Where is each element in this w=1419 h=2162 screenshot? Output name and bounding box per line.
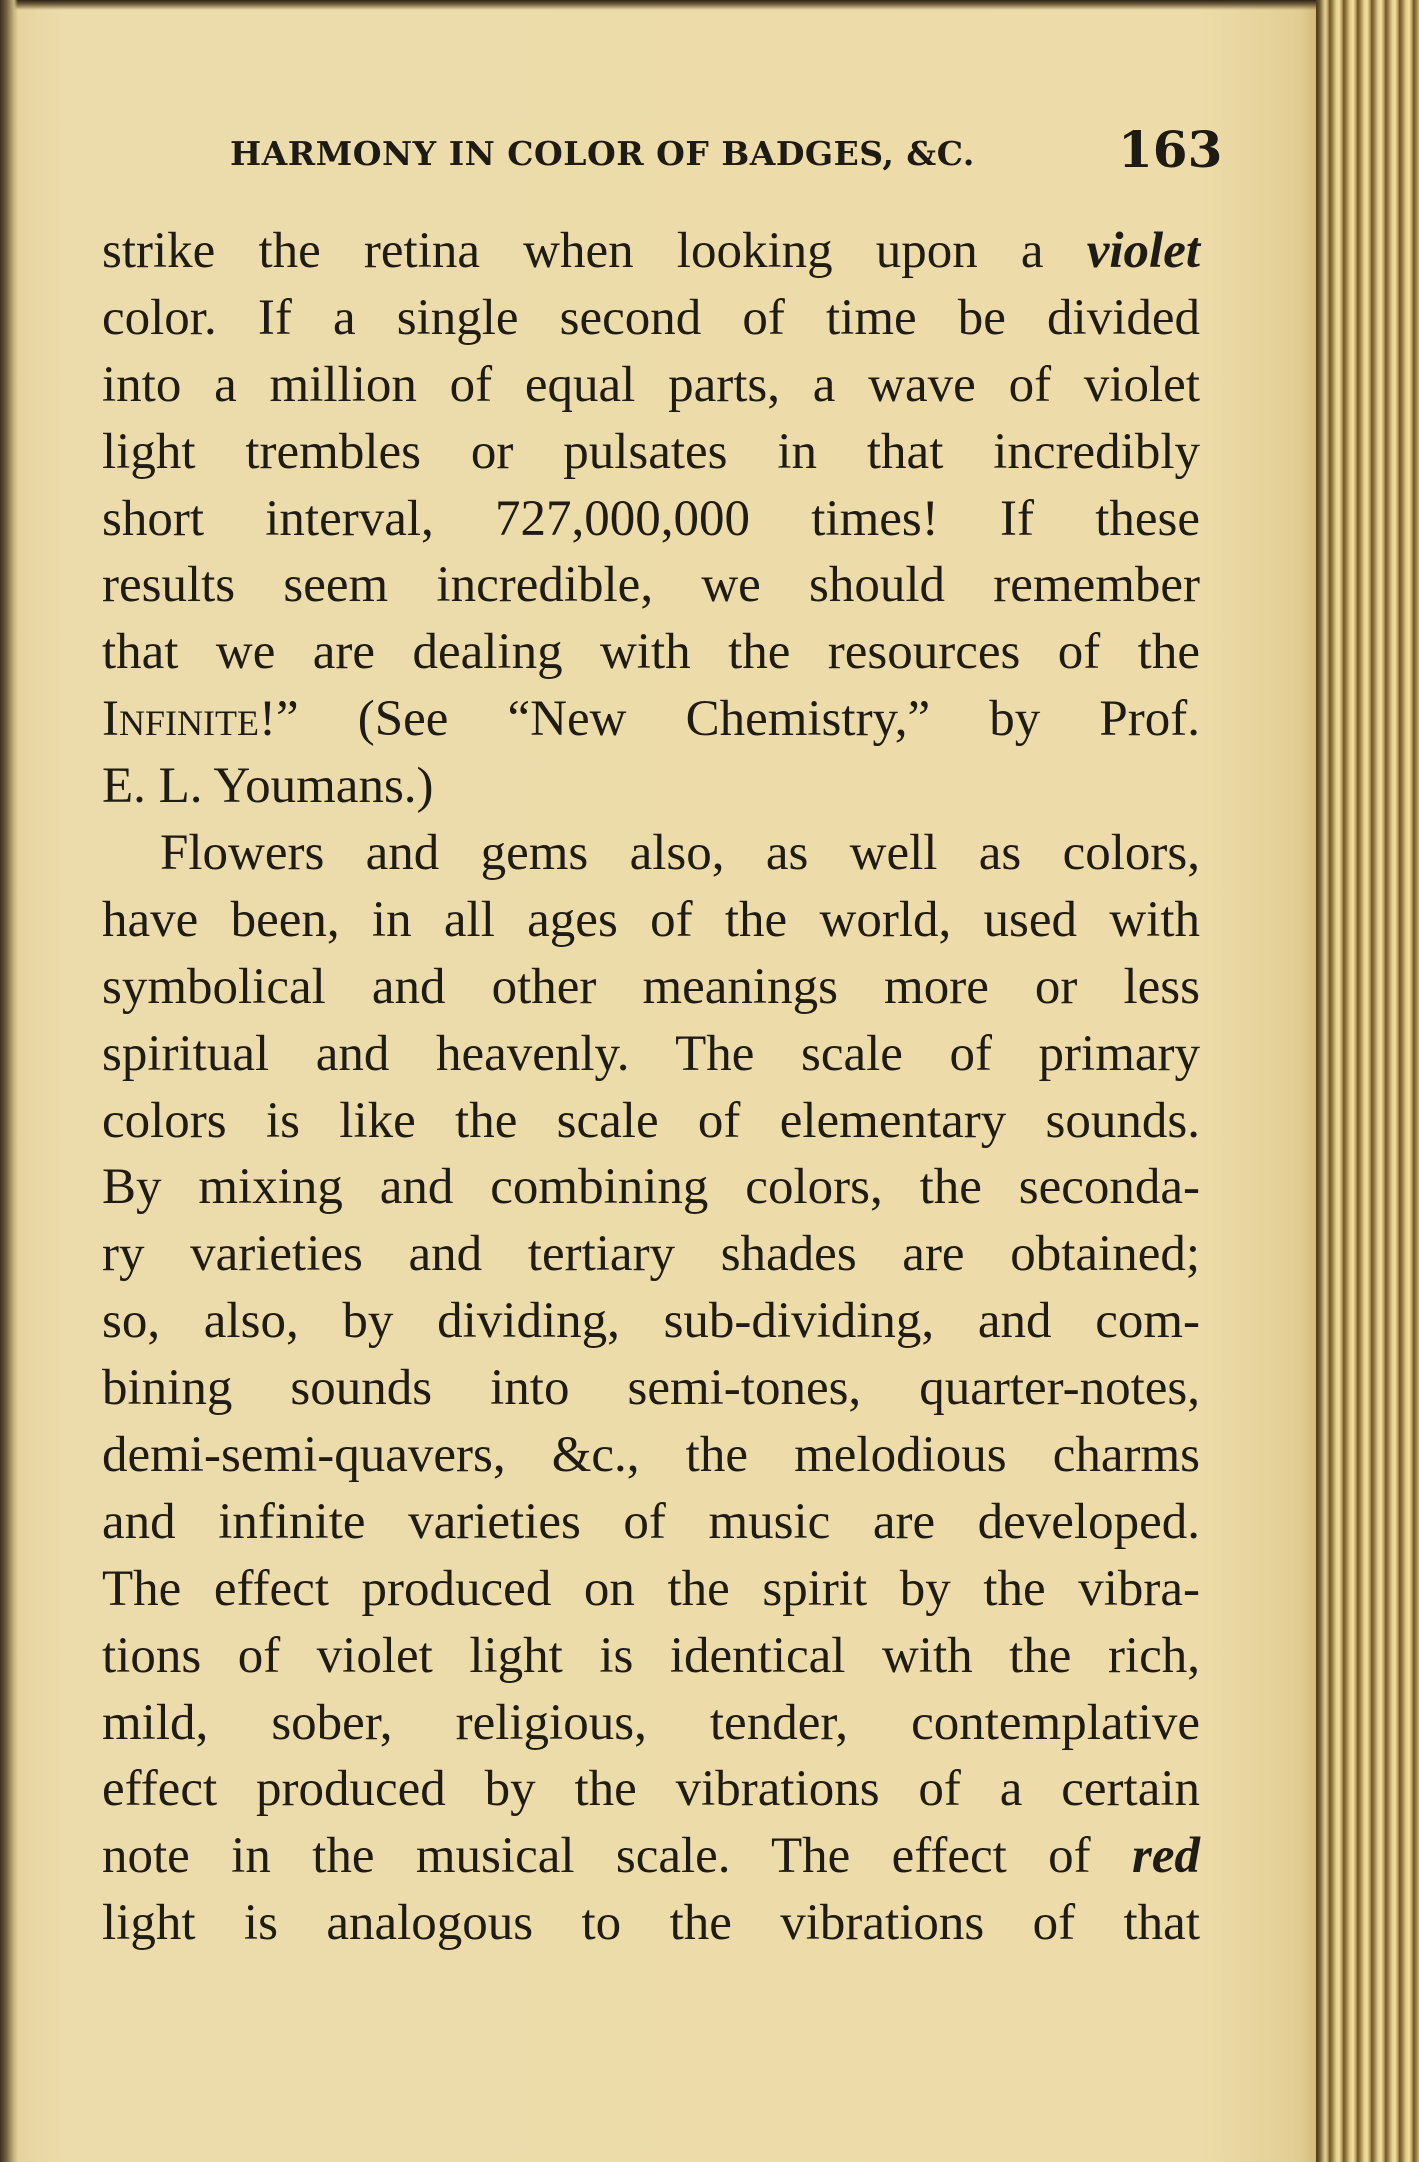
top-shadow	[0, 0, 1419, 10]
text-line: By mixing and combining colors, the seconda-	[102, 1159, 1200, 1216]
text-line: that we are dealing with the resources of the	[102, 624, 1200, 681]
text-line: strike the retina when looking upon a violet	[102, 223, 1200, 279]
page-number: 163	[1118, 120, 1223, 179]
running-head	[230, 118, 1230, 188]
text-line: spiritual and heavenly. The scale of primary	[102, 1025, 1200, 1082]
text-line: light trembles or pulsates in that incredibly	[102, 423, 1200, 480]
paragraph-first-line: Flowers and gems also, as well as colors,	[160, 825, 1200, 882]
text-line: E. L. Youmans.)	[102, 758, 434, 815]
text-line: colors is like the scale of elementary sounds.	[102, 1092, 1200, 1149]
text-line: ry varieties and tertiary shades are obtained;	[102, 1226, 1200, 1283]
text-line: symbolical and other meanings more or less	[102, 958, 1200, 1015]
text-line: effect produced by the vibrations of a certain	[102, 1761, 1200, 1818]
text-line: light is analogous to the vibrations of that	[102, 1895, 1200, 1952]
text-line: have been, in all ages of the world, used with	[102, 891, 1200, 948]
italic-word: violet	[1086, 223, 1200, 279]
text-line: short interval, 727,000,000 times! If these	[102, 490, 1200, 547]
text-line: into a million of equal parts, a wave of violet	[102, 356, 1200, 413]
text-line: bining sounds into semi-tones, quarter-notes,	[102, 1360, 1200, 1417]
small-caps-word: Infinite	[102, 691, 259, 748]
text-line: Infinite!” (See “New Chemistry,” by Prof.	[102, 691, 1200, 748]
page-edge-shadow	[1316, 0, 1326, 2162]
text-line: results seem incredible, we should remember	[102, 557, 1200, 614]
text-line: and infinite varieties of music are developed.	[102, 1493, 1200, 1550]
text-line: mild, sober, religious, tender, contemplative	[102, 1694, 1200, 1751]
body-text	[102, 218, 1200, 1957]
text-line: so, also, by dividing, sub-dividing, and com-	[102, 1293, 1200, 1350]
text-line: The effect produced on the spirit by the vibra-	[102, 1560, 1200, 1617]
running-title: HARMONY IN COLOR OF BADGES, &C.	[230, 134, 975, 173]
text-line: demi-semi-quavers, &c., the melodious charms	[102, 1427, 1200, 1484]
page-block-edges	[1316, 0, 1419, 2162]
italic-word: red	[1132, 1828, 1201, 1885]
left-binding-edge	[0, 0, 18, 2162]
text-line: color. If a single second of time be divided	[102, 289, 1200, 346]
text-line: note in the musical scale. The effect of red	[102, 1828, 1201, 1885]
text-line: tions of violet light is identical with the rich,	[102, 1627, 1200, 1684]
